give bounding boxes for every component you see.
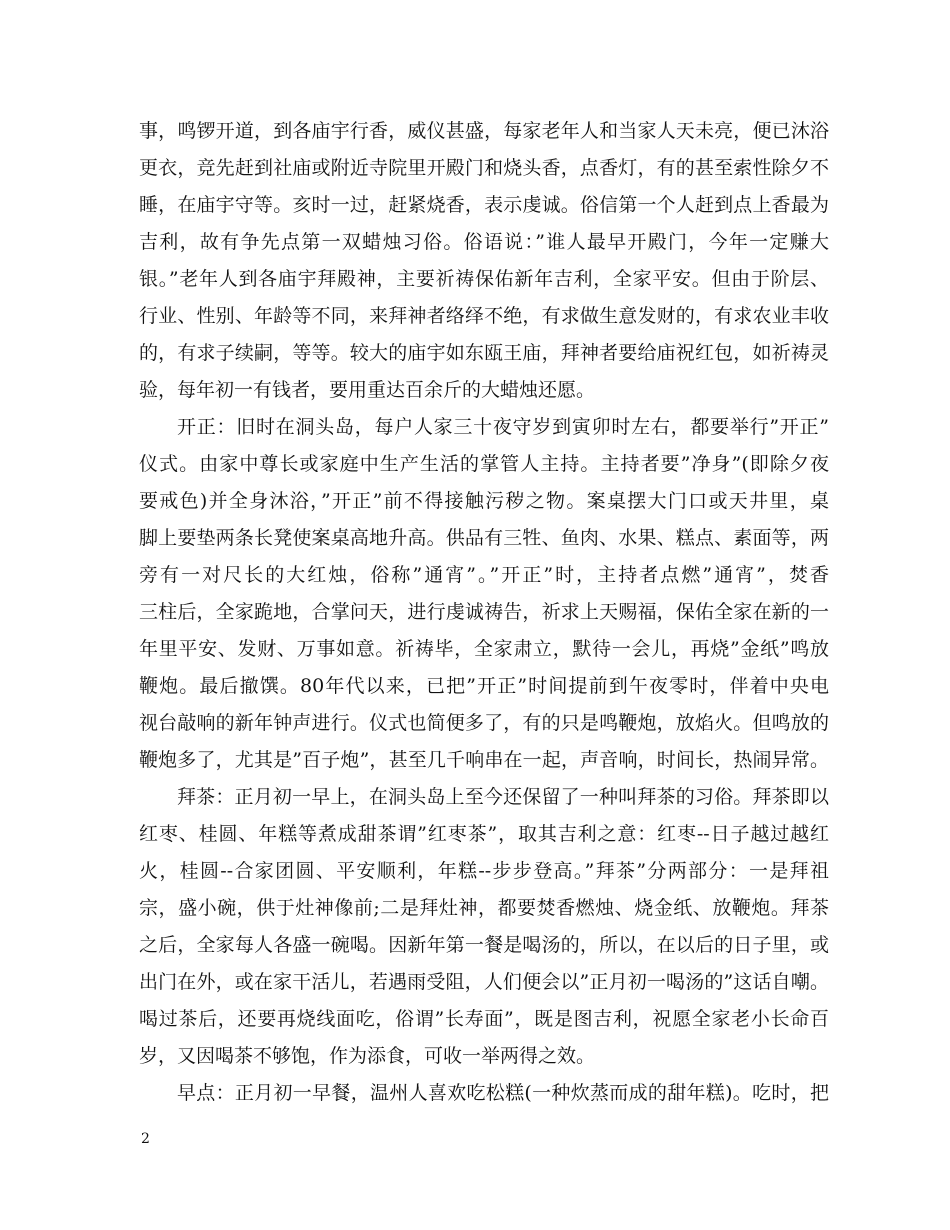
paragraph-first-line: 拜茶：正月初一早上，在洞头岛上至今还保留了一种叫拜茶的习俗。拜茶即以 xyxy=(177,786,829,808)
paragraph-first-line: 开正：旧时在洞头岛，每户人家三十夜守岁到寅卯时左右，都要举行”开正” xyxy=(177,416,829,438)
text-line: 银。”老年人到各庙宇拜殿神，主要祈祷保佑新年吉利，全家平安。但由于阶层、 xyxy=(139,268,829,290)
text-line: 喝过茶后，还要再烧线面吃，俗谓”长寿面”，既是图吉利，祝愿全家老小长命百 xyxy=(139,1008,829,1030)
text-line: 行业、性别、年龄等不同，来拜神者络绎不绝，有求做生意发财的，有求农业丰收 xyxy=(139,305,829,327)
text-line: 仪式。由家中尊长或家庭中生产生活的掌管人主持。主持者要”净身”(即除夕夜 xyxy=(139,453,829,475)
paragraph-last-line: 岁，又因喝茶不够饱，作为添食，可收一举两得之效。 xyxy=(139,1045,596,1067)
paragraph-first-line: 早点：正月初一早餐，温州人喜欢吃松糕(一种炊蒸而成的甜年糕)。吃时，把 xyxy=(177,1082,829,1104)
text-line: 要戒色)并全身沐浴，”开正”前不得接触污秽之物。案桌摆大门口或天井里，桌 xyxy=(139,490,829,512)
text-line: 的，有求子续嗣，等等。较大的庙宇如东瓯王庙，拜神者要给庙祝红包，如祈祷灵 xyxy=(139,342,829,364)
text-line: 旁有一对尺长的大红烛，俗称”通宵”。”开正”时，主持者点燃”通宵”，焚香 xyxy=(139,564,829,586)
text-line: 之后，全家每人各盛一碗喝。因新年第一餐是喝汤的，所以，在以后的日子里，或 xyxy=(139,934,829,956)
paragraph-last-line: 鞭炮多了，尤其是”百子炮”，甚至几千响串在一起，声音响，时间长，热闹异常。 xyxy=(139,749,829,771)
text-line: 吉利，故有争先点第一双蜡烛习俗。俗语说：”谁人最早开殿门，今年一定赚大 xyxy=(139,231,829,253)
text-line: 宗，盛小碗，供于灶神像前;二是拜灶神，都要焚香燃烛、烧金纸、放鞭炮。拜茶 xyxy=(139,897,829,919)
text-line: 年里平安、发财、万事如意。祈祷毕，全家肃立，默待一会儿，再烧”金纸”鸣放 xyxy=(139,638,829,660)
text-line: 出门在外，或在家干活儿，若遇雨受阻，人们便会以”正月初一喝汤的”这话自嘲。 xyxy=(139,971,829,993)
text-line: 视台敲响的新年钟声进行。仪式也简便多了，有的只是鸣鞭炮，放焰火。但鸣放的 xyxy=(139,712,829,734)
text-line: 事，鸣锣开道，到各庙宇行香，威仪甚盛，每家老年人和当家人天未亮，便已沐浴 xyxy=(139,120,829,142)
page-number: 2 xyxy=(141,1131,150,1147)
text-line: 红枣、桂圆、年糕等煮成甜茶谓”红枣茶”，取其吉利之意：红枣--日子越过越红 xyxy=(139,823,829,845)
text-line: 三柱后，全家跪地，合掌问天，进行虔诚祷告，祈求上天赐福，保佑全家在新的一 xyxy=(139,601,829,623)
text-line: 脚上要垫两条长凳使案桌高地升高。供品有三牲、鱼肉、水果、糕点、素面等，两 xyxy=(139,527,829,549)
text-line: 更衣，竞先赶到社庙或附近寺院里开殿门和烧头香，点香灯，有的甚至索性除夕不 xyxy=(139,157,829,179)
text-line: 鞭炮。最后撤馔。80年代以来，已把”开正”时间提前到午夜零时，伴着中央电 xyxy=(139,675,829,697)
text-line: 睡，在庙宇守等。亥时一过，赶紧烧香，表示虔诚。俗信第一个人赶到点上香最为 xyxy=(139,194,829,216)
text-line: 火，桂圆--合家团圆、平安顺利，年糕--步步登高。”拜茶”分两部分：一是拜祖 xyxy=(139,860,829,882)
paragraph-last-line: 验，每年初一有钱者，要用重达百余斤的大蜡烛还愿。 xyxy=(139,379,596,401)
